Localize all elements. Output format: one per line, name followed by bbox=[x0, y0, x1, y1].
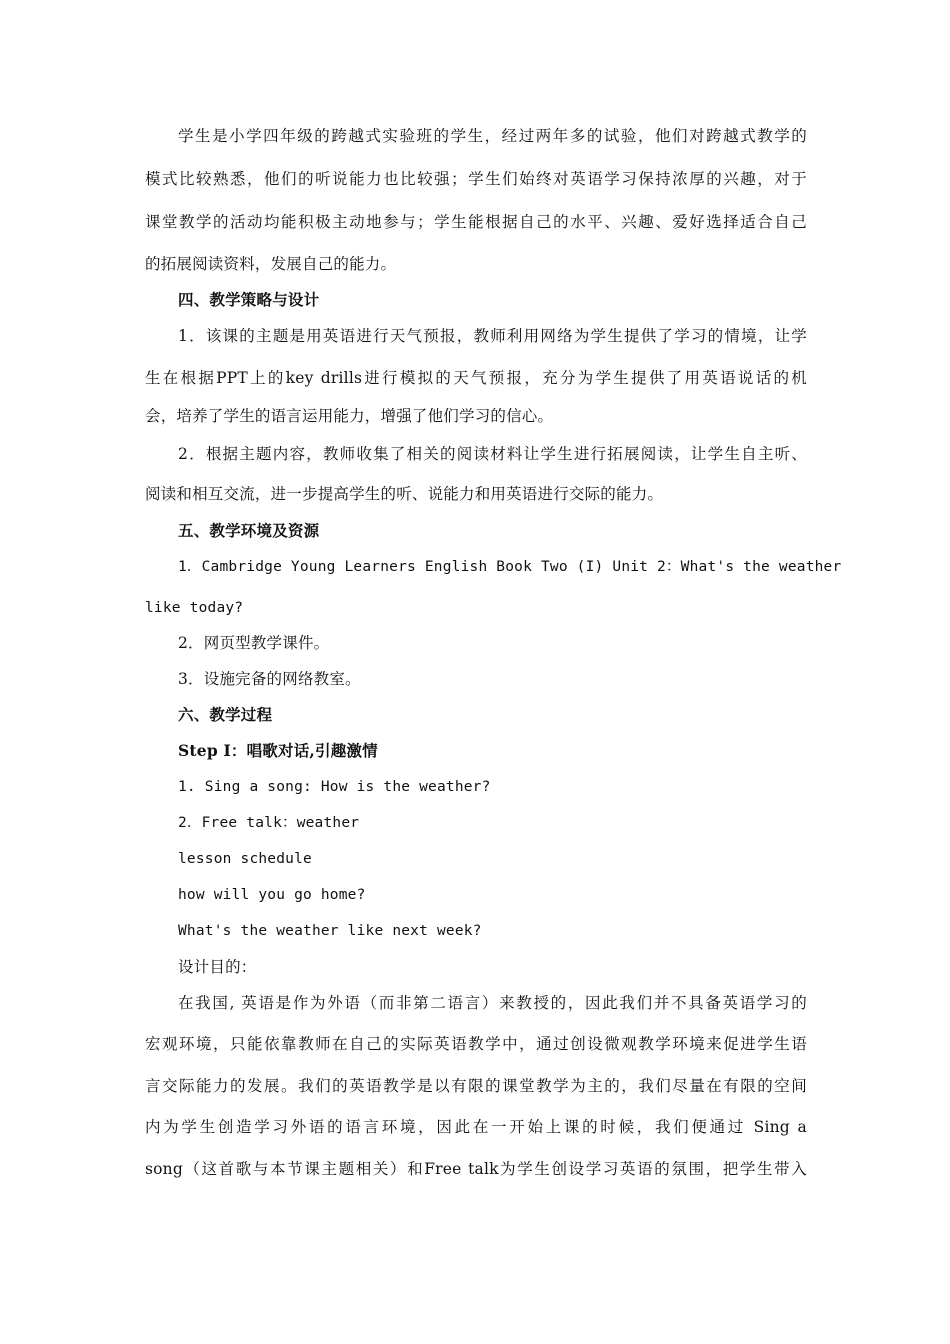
strategy-item-line: 1．该课的主题是用英语进行天气预报，教师利用网络为学生提供了学习的情境，让学 bbox=[178, 327, 807, 345]
strategy-item-line: 阅读和相互交流，进一步提高学生的听、说能力和用英语进行交际的能力。 bbox=[145, 485, 664, 503]
step-sub-item: lesson schedule bbox=[178, 851, 312, 867]
resources-item: 3．设施完备的网络教室。 bbox=[178, 670, 361, 688]
purpose-para-line: 在我国, 英语是作为外语（而非第二语言）来教授的，因此我们并不具备英语学习的 bbox=[178, 994, 807, 1012]
step-heading: Step I：唱歌对话,引趣激情 bbox=[178, 741, 378, 760]
purpose-para-line: 内为学生创造学习外语的语言环境，因此在一开始上课的时候，我们便通过 Sing a bbox=[145, 1118, 807, 1136]
step-item: 1. Sing a song: How is the weather? bbox=[178, 779, 491, 795]
students-para-line: 模式比较熟悉，他们的听说能力也比较强；学生们始终对英语学习保持浓厚的兴趣，对于 bbox=[145, 170, 807, 188]
purpose-para-line: 宏观环境，只能依靠教师在自己的实际英语教学中，通过创设微观教学环境来促进学生语 bbox=[145, 1035, 807, 1053]
step-sub-item: how will you go home? bbox=[178, 887, 366, 903]
section-heading-strategy: 四、教学策略与设计 bbox=[178, 290, 320, 309]
strategy-item-line: 生在根据PPT上的key drills进行模拟的天气预报，充分为学生提供了用英语说话的机 bbox=[145, 369, 807, 387]
strategy-item-line: 会，培养了学生的语言运用能力，增强了他们学习的信心。 bbox=[145, 407, 554, 425]
section-heading-process: 六、教学过程 bbox=[178, 705, 273, 724]
students-para-line: 学生是小学四年级的跨越式实验班的学生，经过两年多的试验，他们对跨越式教学的 bbox=[178, 127, 807, 145]
students-para-line: 的拓展阅读资料，发展自己的能力。 bbox=[145, 255, 397, 273]
section-heading-resources: 五、教学环境及资源 bbox=[178, 521, 320, 540]
students-para-line: 课堂教学的活动均能积极主动地参与；学生能根据自己的水平、兴趣、爱好选择适合自己 bbox=[145, 213, 807, 231]
resources-item: 2．网页型教学课件。 bbox=[178, 634, 330, 652]
step-item: 2．Free talk：weather bbox=[178, 815, 360, 831]
purpose-para-line: song（这首歌与本节课主题相关）和Free talk为学生创设学习英语的氛围，把学生带入 bbox=[145, 1160, 807, 1178]
resources-item-line: 1．Cambridge Young Learners English Book Two (I) Unit 2：What's the weather bbox=[178, 559, 842, 575]
purpose-para-line: 言交际能力的发展。我们的英语教学是以有限的课堂教学为主的，我们尽量在有限的空间 bbox=[145, 1077, 807, 1095]
step-sub-item: What's the weather like next week? bbox=[178, 923, 482, 939]
strategy-item-line: 2．根据主题内容，教师收集了相关的阅读材料让学生进行拓展阅读，让学生自主听、 bbox=[178, 445, 807, 463]
resources-item-line: like today? bbox=[145, 600, 244, 616]
purpose-label: 设计目的： bbox=[178, 958, 257, 976]
